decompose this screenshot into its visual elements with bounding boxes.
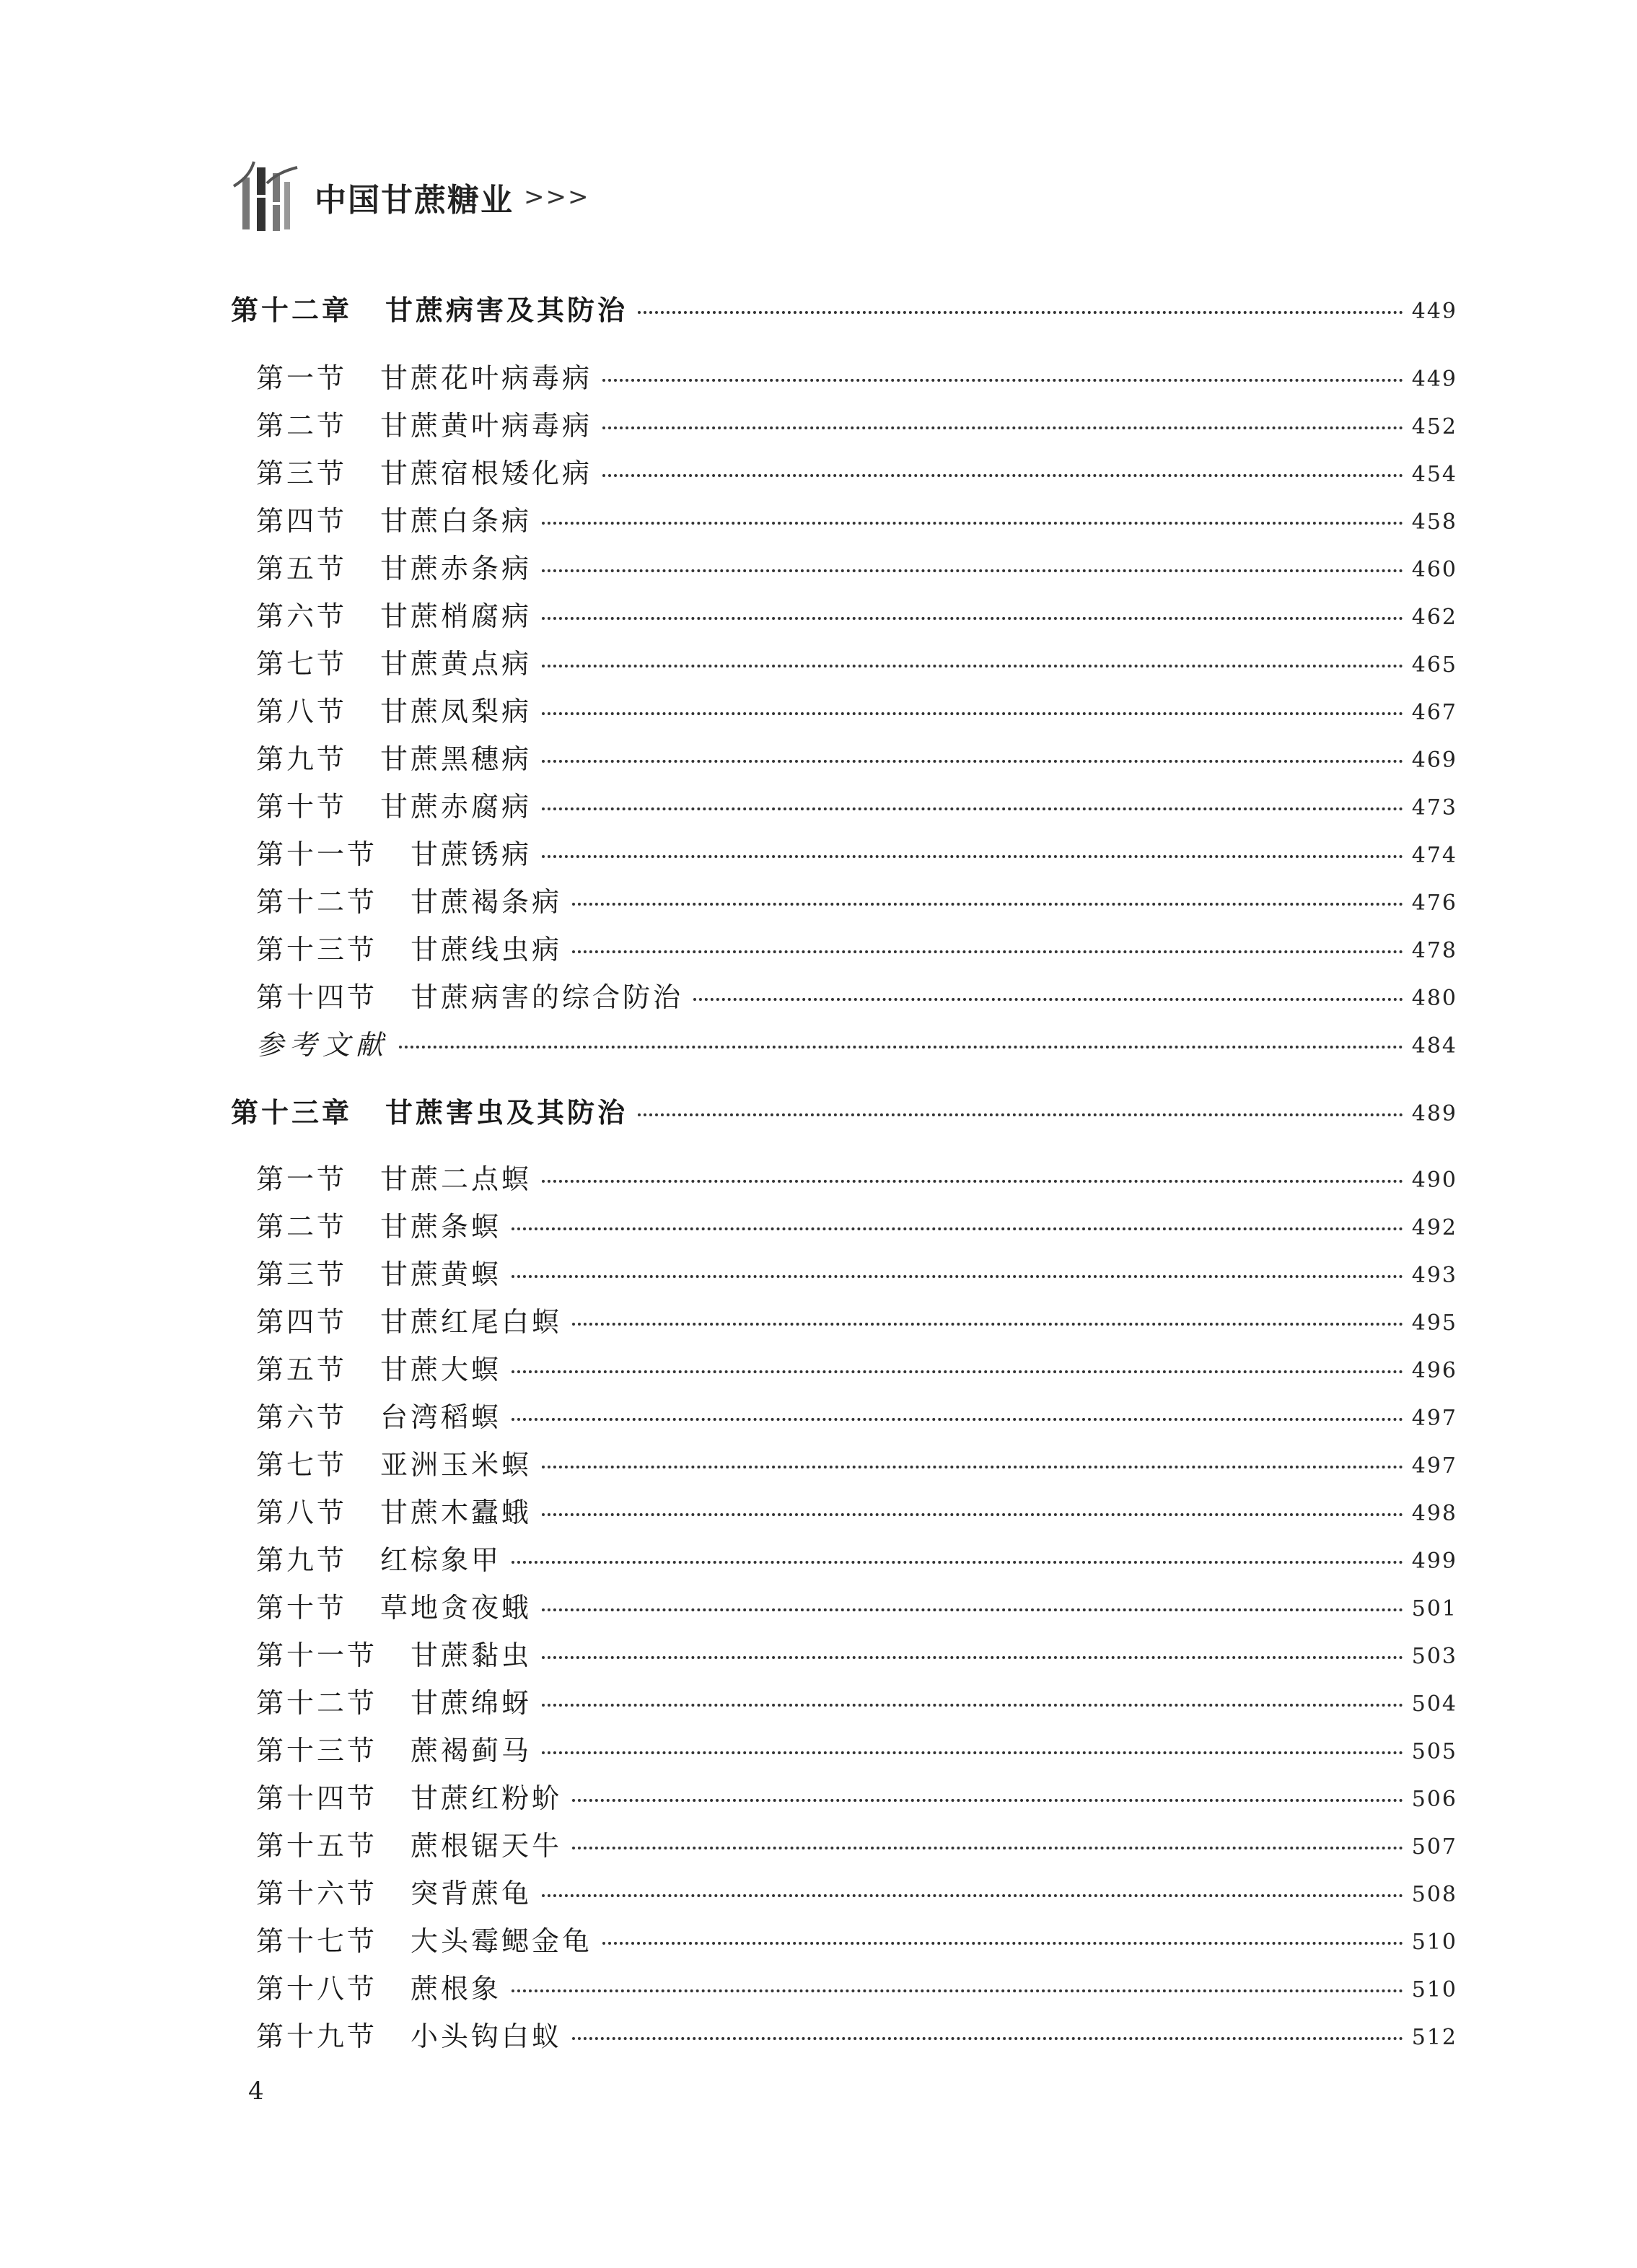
leader-dots xyxy=(512,1418,1403,1421)
entry-page: 489 xyxy=(1411,1100,1457,1126)
entry-title: 甘蔗凤梨病 xyxy=(380,695,532,727)
entry-page: 493 xyxy=(1411,1262,1457,1288)
entry-number: 第十一节 xyxy=(256,1639,378,1671)
entry-label xyxy=(256,1871,532,1911)
leader-dots xyxy=(512,1370,1403,1373)
entry-number: 第十三节 xyxy=(256,1734,378,1766)
entry-number: 第八节 xyxy=(256,695,348,727)
entry-label xyxy=(256,927,562,967)
entry-page: 503 xyxy=(1411,1643,1457,1669)
section-entry[interactable] xyxy=(256,2012,1457,2055)
entry-page: 504 xyxy=(1411,1691,1457,1717)
chapter-heading[interactable] xyxy=(231,1088,1457,1131)
section-entry[interactable] xyxy=(256,1631,1457,1674)
section-entry[interactable] xyxy=(256,1250,1457,1293)
entry-number: 第十五节 xyxy=(256,1829,378,1862)
entry-page: 506 xyxy=(1411,1786,1457,1812)
entry-label xyxy=(256,2014,562,2054)
entry-label xyxy=(256,642,532,681)
entry-title: 甘蔗花叶病毒病 xyxy=(380,362,593,394)
section-entry[interactable] xyxy=(256,1440,1457,1484)
section-entry[interactable] xyxy=(256,782,1457,826)
leader-dots xyxy=(512,1561,1403,1564)
entry-title: 甘蔗病害及其防治 xyxy=(385,294,628,326)
entry-title: 甘蔗梢腐病 xyxy=(380,600,532,632)
section-entry[interactable] xyxy=(256,1917,1457,1960)
leader-dots xyxy=(602,426,1403,429)
section-entry[interactable] xyxy=(256,687,1457,730)
entry-number: 第十三章 xyxy=(231,1096,353,1129)
entry-label xyxy=(256,1776,562,1816)
entry-number: 第十一节 xyxy=(256,838,378,870)
entry-number: 第十二章 xyxy=(231,294,353,326)
entry-number: 第七节 xyxy=(256,1448,348,1481)
entry-page: 460 xyxy=(1411,556,1457,582)
entry-number: 第二节 xyxy=(256,1210,348,1243)
entry-page: 465 xyxy=(1411,652,1457,678)
entry-page: 462 xyxy=(1411,604,1457,630)
sugarcane-stalks-logo-icon xyxy=(229,157,302,237)
entry-page: 492 xyxy=(1411,1214,1457,1240)
section-entry[interactable] xyxy=(256,592,1457,635)
entry-number: 第三节 xyxy=(256,457,348,489)
entry-title: 甘蔗二点螟 xyxy=(380,1163,532,1195)
entry-number: 第十四节 xyxy=(256,981,378,1013)
entry-label xyxy=(256,1919,592,1958)
entry-title: 甘蔗红粉蚧 xyxy=(411,1782,563,1814)
entry-title: 甘蔗赤腐病 xyxy=(380,790,532,823)
entry-label xyxy=(256,1728,532,1768)
section-entry[interactable] xyxy=(256,1155,1457,1198)
section-entry[interactable] xyxy=(256,1297,1457,1341)
entry-label xyxy=(256,880,562,919)
entry-label xyxy=(256,689,532,729)
leader-dots xyxy=(572,2037,1403,2040)
leader-dots xyxy=(542,569,1403,572)
entry-page: 508 xyxy=(1411,1881,1457,1907)
entry-page: 501 xyxy=(1411,1595,1457,1621)
entry-number: 第三节 xyxy=(256,1258,348,1290)
section-entry[interactable] xyxy=(256,925,1457,968)
entry-page: 505 xyxy=(1411,1738,1457,1764)
series-title: 中国甘蔗糖业 xyxy=(315,182,514,219)
chapter-heading[interactable] xyxy=(231,286,1457,329)
leader-dots xyxy=(542,1608,1403,1611)
entry-number: 第一节 xyxy=(256,362,348,394)
entry-title: 甘蔗黄点病 xyxy=(380,647,532,680)
entry-title: 台湾稻螟 xyxy=(380,1401,502,1433)
section-entry[interactable] xyxy=(256,449,1457,492)
leader-dots xyxy=(542,1751,1403,1754)
entry-page: 495 xyxy=(1411,1310,1457,1336)
entry-label xyxy=(256,1023,389,1062)
entry-label xyxy=(256,451,592,491)
entry-title: 甘蔗白条病 xyxy=(380,504,532,537)
entry-number: 第五节 xyxy=(256,552,348,584)
leader-dots xyxy=(572,1799,1403,1802)
entry-title: 大头霉鳃金龟 xyxy=(411,1925,593,1957)
entry-page: 499 xyxy=(1411,1548,1457,1574)
section-entry[interactable] xyxy=(256,496,1457,540)
leader-dots xyxy=(638,1113,1403,1116)
section-entry[interactable] xyxy=(256,1869,1457,1912)
entry-label xyxy=(256,1252,501,1292)
entry-page: 478 xyxy=(1411,937,1457,963)
entry-title: 甘蔗黑穗病 xyxy=(380,743,532,775)
section-entry[interactable] xyxy=(256,877,1457,921)
section-entry[interactable] xyxy=(256,973,1457,1016)
entry-title: 甘蔗锈病 xyxy=(411,838,532,870)
entry-label xyxy=(256,499,532,538)
section-entry[interactable] xyxy=(256,1678,1457,1722)
leader-dots xyxy=(542,1704,1403,1707)
section-entry[interactable] xyxy=(256,1726,1457,1769)
section-entry[interactable] xyxy=(256,1821,1457,1865)
entry-number: 第八节 xyxy=(256,1496,348,1528)
leader-dots xyxy=(602,379,1403,382)
entry-title: 甘蔗黏虫 xyxy=(411,1639,532,1671)
entry-title: 甘蔗条螟 xyxy=(380,1210,502,1243)
leader-dots xyxy=(399,1046,1403,1048)
entry-label xyxy=(256,1442,532,1482)
section-entry[interactable] xyxy=(256,830,1457,873)
entry-page: 474 xyxy=(1411,842,1457,868)
entry-page: 469 xyxy=(1411,747,1457,773)
entry-title: 甘蔗绵蚜 xyxy=(411,1686,532,1719)
entry-page: 480 xyxy=(1411,985,1457,1011)
leader-dots xyxy=(602,474,1403,477)
entry-title: 甘蔗红尾白螟 xyxy=(380,1305,563,1338)
entry-page: 458 xyxy=(1411,509,1457,535)
entry-page: 473 xyxy=(1411,794,1457,820)
section-entry[interactable] xyxy=(256,1536,1457,1579)
entry-label xyxy=(256,1823,562,1863)
page-number: 4 xyxy=(248,2077,264,2106)
entry-number: 第四节 xyxy=(256,504,348,537)
entry-number: 第十七节 xyxy=(256,1925,378,1957)
entry-page: 497 xyxy=(1411,1453,1457,1479)
entry-number: 第十四节 xyxy=(256,1782,378,1814)
entry-page: 510 xyxy=(1411,1976,1457,2002)
entry-label xyxy=(256,975,683,1015)
entry-label xyxy=(231,1090,628,1130)
section-entry[interactable] xyxy=(256,1345,1457,1388)
entry-page: 452 xyxy=(1411,413,1457,439)
entry-title: 甘蔗宿根矮化病 xyxy=(380,457,593,489)
entry-title: 红棕象甲 xyxy=(380,1544,502,1576)
entry-page: 467 xyxy=(1411,699,1457,725)
leader-dots xyxy=(542,1466,1403,1468)
entry-title: 蔗根锯天牛 xyxy=(411,1829,563,1862)
leader-dots xyxy=(572,950,1403,953)
entry-page: 476 xyxy=(1411,890,1457,916)
entry-label xyxy=(256,1490,532,1530)
entry-title: 甘蔗线虫病 xyxy=(411,933,563,966)
section-entry[interactable] xyxy=(256,1202,1457,1245)
entry-number: 第十节 xyxy=(256,790,348,823)
entry-label xyxy=(256,1538,501,1577)
entry-title: 甘蔗病害的综合防治 xyxy=(411,981,684,1013)
entry-label xyxy=(256,1395,501,1435)
entry-page: 497 xyxy=(1411,1405,1457,1431)
entry-number: 第十八节 xyxy=(256,1972,378,2005)
section-entry[interactable] xyxy=(256,1583,1457,1626)
entry-number: 第十九节 xyxy=(256,2020,378,2052)
entry-label xyxy=(256,1585,532,1625)
entry-page: 507 xyxy=(1411,1834,1457,1860)
entry-number: 第十节 xyxy=(256,1591,348,1624)
section-entry[interactable] xyxy=(256,1488,1457,1531)
series-arrows: >>> xyxy=(524,183,590,211)
entry-number: 第五节 xyxy=(256,1353,348,1385)
section-entry[interactable] xyxy=(256,1964,1457,2008)
entry-title: 甘蔗木蠹蛾 xyxy=(380,1496,532,1528)
leader-dots xyxy=(542,1656,1403,1659)
leader-dots xyxy=(542,855,1403,858)
leader-dots xyxy=(542,665,1403,667)
entry-label xyxy=(256,1157,532,1196)
entry-label xyxy=(256,1966,501,2006)
references-entry[interactable] xyxy=(256,1020,1457,1064)
entry-label xyxy=(256,1300,562,1339)
entry-label xyxy=(256,594,532,634)
section-entry[interactable] xyxy=(256,401,1457,445)
entry-label xyxy=(256,784,532,824)
running-header xyxy=(229,157,589,237)
entry-number: 第四节 xyxy=(256,1305,348,1338)
leader-dots xyxy=(542,712,1403,715)
entry-label xyxy=(256,832,532,872)
entry-title: 甘蔗褐条病 xyxy=(411,885,563,918)
leader-dots xyxy=(512,1227,1403,1230)
leader-dots xyxy=(602,1942,1403,1945)
entry-label xyxy=(256,356,592,395)
leader-dots xyxy=(542,760,1403,763)
entry-number: 第十三节 xyxy=(256,933,378,966)
leader-dots xyxy=(512,1275,1403,1278)
entry-page: 498 xyxy=(1411,1500,1457,1526)
entry-title: 蔗根象 xyxy=(411,1972,502,2005)
leader-dots xyxy=(512,1989,1403,1992)
entry-label xyxy=(256,1347,501,1387)
entry-page: 496 xyxy=(1411,1357,1457,1383)
entry-title: 蔗褐蓟马 xyxy=(411,1734,532,1766)
entry-page: 449 xyxy=(1411,366,1457,392)
entry-label xyxy=(256,403,592,443)
entry-title: 参考文献 xyxy=(256,1028,390,1061)
entry-page: 512 xyxy=(1411,2024,1457,2050)
leader-dots xyxy=(542,1894,1403,1897)
entry-number: 第六节 xyxy=(256,600,348,632)
leader-dots xyxy=(542,617,1403,620)
entry-title: 甘蔗黄叶病毒病 xyxy=(380,409,593,442)
section-entry[interactable] xyxy=(256,639,1457,683)
leader-dots xyxy=(572,903,1403,906)
entry-label xyxy=(256,737,532,776)
entry-label xyxy=(231,288,628,328)
section-entry[interactable] xyxy=(256,1393,1457,1436)
entry-number: 第七节 xyxy=(256,647,348,680)
section-entry[interactable] xyxy=(256,1774,1457,1817)
leader-dots xyxy=(572,1323,1403,1326)
leader-dots xyxy=(542,1513,1403,1516)
entry-title: 甘蔗赤条病 xyxy=(380,552,532,584)
entry-label xyxy=(256,1204,501,1244)
entry-number: 第十六节 xyxy=(256,1877,378,1909)
section-entry[interactable] xyxy=(256,354,1457,397)
entry-title: 亚洲玉米螟 xyxy=(380,1448,532,1481)
entry-title: 甘蔗黄螟 xyxy=(380,1258,502,1290)
entry-title: 甘蔗害虫及其防治 xyxy=(385,1096,628,1129)
entry-title: 草地贪夜蛾 xyxy=(380,1591,532,1624)
entry-number: 第六节 xyxy=(256,1401,348,1433)
entry-page: 484 xyxy=(1411,1033,1457,1059)
entry-title: 甘蔗大螟 xyxy=(380,1353,502,1385)
entry-page: 449 xyxy=(1411,298,1457,324)
leader-dots xyxy=(693,998,1403,1001)
entry-page: 454 xyxy=(1411,461,1457,487)
leader-dots xyxy=(542,1180,1403,1183)
section-entry[interactable] xyxy=(256,544,1457,587)
entry-title: 小头钩白蚁 xyxy=(411,2020,563,2052)
leader-dots xyxy=(572,1847,1403,1849)
entry-number: 第十二节 xyxy=(256,1686,378,1719)
entry-label xyxy=(256,1681,532,1720)
entry-label xyxy=(256,1633,532,1673)
entry-number: 第九节 xyxy=(256,743,348,775)
section-entry[interactable] xyxy=(256,735,1457,778)
leader-dots xyxy=(638,311,1403,314)
entry-number: 第九节 xyxy=(256,1544,348,1576)
leader-dots xyxy=(542,807,1403,810)
entry-page: 510 xyxy=(1411,1929,1457,1955)
entry-title: 突背蔗龟 xyxy=(411,1877,532,1909)
entry-page: 490 xyxy=(1411,1167,1457,1193)
entry-number: 第一节 xyxy=(256,1163,348,1195)
entry-number: 第十二节 xyxy=(256,885,378,918)
leader-dots xyxy=(542,522,1403,525)
entry-label xyxy=(256,546,532,586)
entry-number: 第二节 xyxy=(256,409,348,442)
